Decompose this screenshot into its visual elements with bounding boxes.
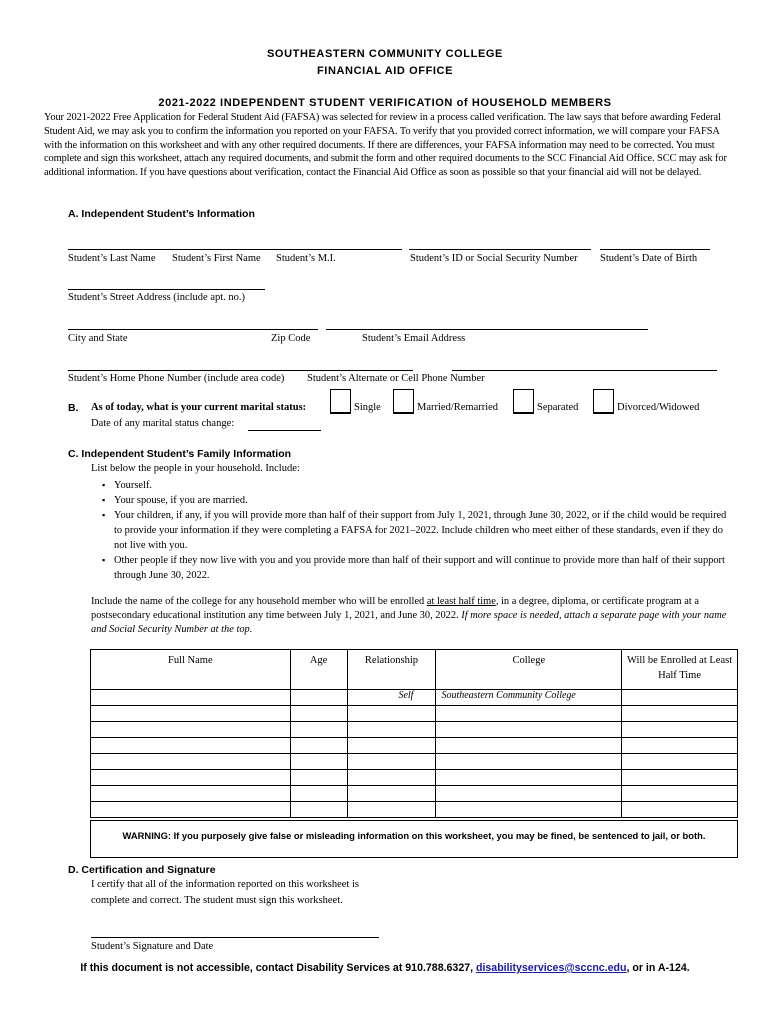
- college-note: Include the name of the college for any household member who will be enrolled at least half time, in a degree, diploma, or certificate program at a postsecondary educational institution any time between July 1, 2021, and June 30, 2022. If more space is needed, attach a separate page with your name and Social Security Number at the top.: [91, 596, 727, 635]
- zip-label: Zip Code: [271, 333, 311, 344]
- city-zip-line[interactable]: [68, 329, 318, 330]
- cell-phone-label: Student’s Alternate or Cell Phone Number: [307, 373, 485, 384]
- table-row: [91, 706, 738, 722]
- table-row: [91, 802, 738, 818]
- id-ssn-line[interactable]: [409, 249, 591, 250]
- col-college: College: [436, 650, 622, 690]
- self-relationship-cell: Self: [347, 690, 436, 706]
- section-c-heading: C. Independent Student’s Family Information: [68, 448, 292, 460]
- dob-label: Student’s Date of Birth: [600, 253, 698, 264]
- single-label: Single: [354, 402, 381, 413]
- table-header-row: [91, 650, 738, 690]
- household-criteria-list: [92, 478, 728, 583]
- list-item: ▪ Your children, if any, if you will provide more than half of their support from July 1, 2021, through June 30, 2022, or if the child would be required to provide your information if they were completing a FAFSA for 2021–2022. Include children who meet either of these standards, even if they do not live with you.: [92, 508, 728, 553]
- dob-line[interactable]: [600, 249, 710, 250]
- table-row: [91, 770, 738, 786]
- table-row: [91, 738, 738, 754]
- intro-paragraph: Your 2021-2022 Free Application for Federal Student Aid (FAFSA) was selected for review in a process called verification. The law says that before awarding Federal Student Aid, we may ask you to confirm the information you reported on your FAFSA. To verify that you provided correct information, we will compare your FAFSA with the information on this worksheet and with any other required documents. If there are differences, your FAFSA information may need to be corrected. You must complete and sign this worksheet, attach any required documents, and submit the form and other required documents to the SCC Financial Aid Office. SCC may ask for additional information. If you have questions about verification, contact the Financial Aid Office as soon as possible so that your financial aid will not be delayed.: [44, 112, 727, 179]
- married-label: Married/Remarried: [417, 402, 499, 413]
- mi-label: Student’s M.I.: [276, 253, 336, 264]
- col-age: Age: [290, 650, 347, 690]
- list-item: ▪ Other people if they now live with you and you provide more than half of their support and will continue to provide more than half of their support through June 30, 2022.: [92, 553, 728, 583]
- home-phone-label: Student’s Home Phone Number (include area code): [68, 373, 285, 384]
- divorced-label: Divorced/Widowed: [617, 402, 700, 413]
- disability-email-link[interactable]: disabilityservices@sccnc.edu: [476, 962, 627, 974]
- email-line[interactable]: [326, 329, 648, 330]
- divorced-checkbox[interactable]: [593, 389, 614, 413]
- col-full-name: Full Name: [91, 650, 291, 690]
- certification-line-1: I certify that all of the information reported on this worksheet is: [91, 879, 359, 890]
- home-phone-line[interactable]: [68, 370, 413, 371]
- col-half-time: Will be Enrolled at Least Half Time: [622, 650, 738, 690]
- table-row: [91, 690, 738, 706]
- id-ssn-label: Student’s ID or Social Security Number: [410, 253, 578, 264]
- name-line[interactable]: [68, 249, 402, 250]
- married-checkbox[interactable]: [393, 389, 414, 413]
- separated-label: Separated: [537, 402, 579, 413]
- table-cell[interactable]: [290, 690, 347, 706]
- accessibility-footer: If this document is not accessible, contact Disability Services at 910.788.6327, disabilityservices@sccnc.edu, or in A-124.: [80, 962, 690, 974]
- table-cell[interactable]: [622, 690, 738, 706]
- signature-label: Student’s Signature and Date: [91, 941, 214, 952]
- college-name: SOUTHEASTERN COMMUNITY COLLEGE: [267, 48, 503, 60]
- household-table: [90, 649, 738, 818]
- certification-line-2: complete and correct. The student must sign this worksheet.: [91, 895, 343, 906]
- table-row: [91, 786, 738, 802]
- status-change-label: Date of any marital status change:: [91, 418, 235, 429]
- office-name: FINANCIAL AID OFFICE: [316, 65, 454, 77]
- list-item: ▪ Yourself.: [92, 478, 728, 493]
- section-b-letter: B.: [68, 402, 79, 414]
- list-item: ▪ Your spouse, if you are married.: [92, 493, 728, 508]
- table-row: [91, 754, 738, 770]
- household-list-intro: List below the people in your household. Include:: [91, 463, 300, 474]
- signature-line[interactable]: [91, 937, 379, 938]
- email-label: Student’s Email Address: [362, 333, 466, 344]
- status-change-line[interactable]: [248, 430, 321, 431]
- last-name-label: Student’s Last Name: [68, 253, 156, 264]
- self-college-cell: Southeastern Community College: [436, 690, 622, 706]
- city-state-label: City and State: [68, 333, 128, 344]
- single-checkbox[interactable]: [330, 389, 351, 413]
- section-d-heading: D. Certification and Signature: [68, 864, 216, 876]
- table-row: [91, 722, 738, 738]
- street-label: Student’s Street Address (include apt. no.): [68, 292, 246, 303]
- section-a-heading: A. Independent Student’s Information: [68, 208, 255, 220]
- first-name-label: Student’s First Name: [172, 253, 261, 264]
- separated-checkbox[interactable]: [513, 389, 534, 413]
- col-relationship: Relationship: [347, 650, 436, 690]
- form-title: 2021-2022 INDEPENDENT STUDENT VERIFICATION of HOUSEHOLD MEMBERS: [158, 97, 612, 109]
- cell-phone-line[interactable]: [452, 370, 717, 371]
- table-cell[interactable]: [91, 690, 291, 706]
- marital-status-question: As of today, what is your current marital status:: [91, 402, 307, 413]
- warning-box: WARNING: If you purposely give false or misleading information on this worksheet, you may be fined, be sentenced to jail, or both.: [90, 820, 738, 858]
- street-line[interactable]: [68, 289, 265, 290]
